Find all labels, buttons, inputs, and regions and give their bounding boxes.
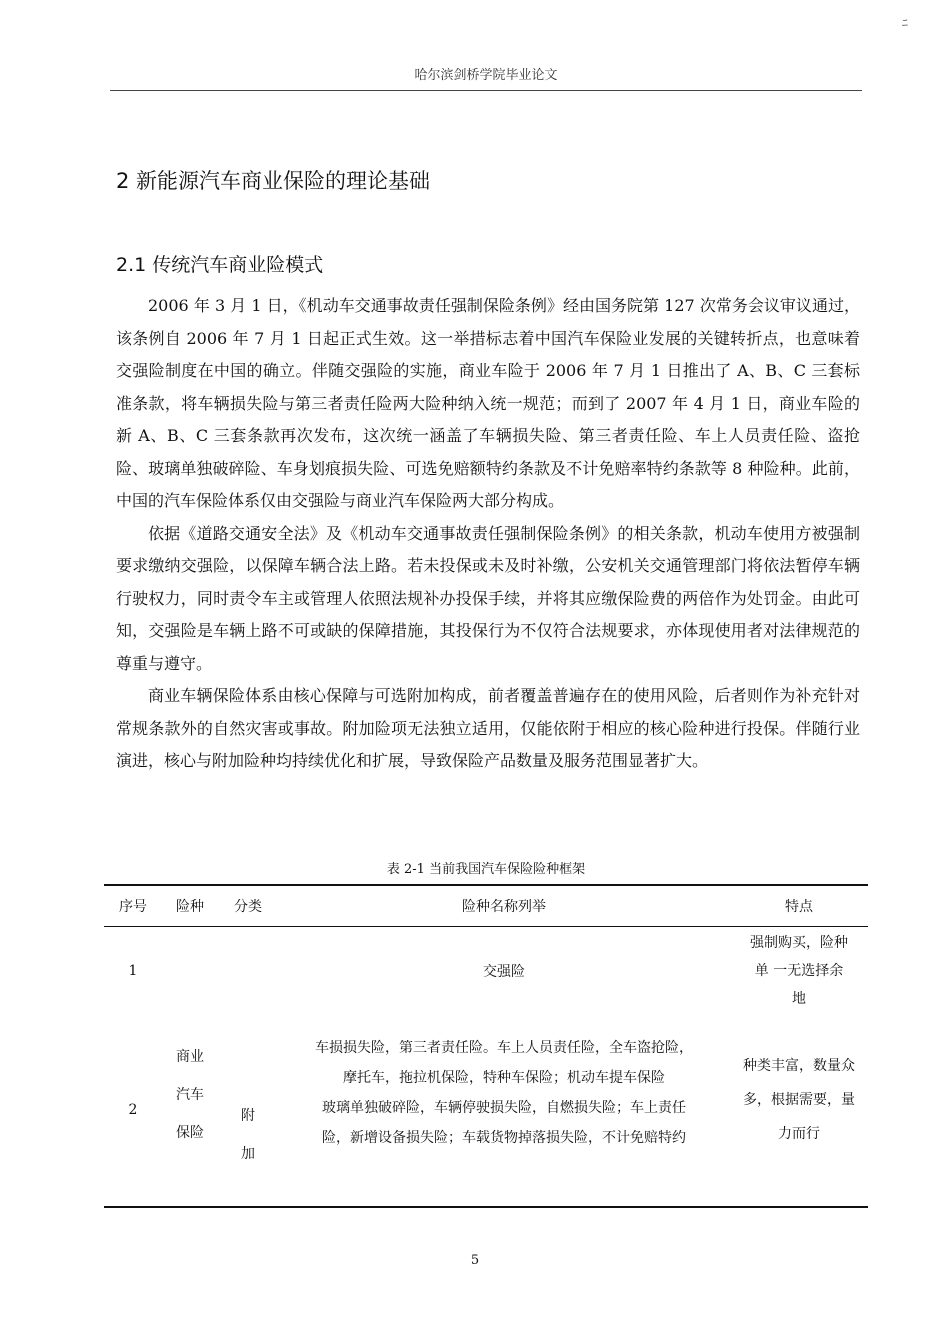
chapter-title: 2 新能源汽车商业保险的理论基础 bbox=[116, 169, 431, 193]
header-feature: 特点 bbox=[730, 885, 868, 927]
row-kind bbox=[162, 1015, 218, 1207]
row-feature bbox=[730, 927, 868, 1015]
corner-mark: ﾆ bbox=[901, 16, 908, 30]
row-feature bbox=[730, 1015, 868, 1207]
name-line: 车损损失险，第三者责任险。车上人员责任险，全车盗抢险， bbox=[315, 1040, 693, 1056]
name-line: 险，新增设备损失险；车载货物掉落损失险，不计免赔特约 bbox=[322, 1130, 686, 1146]
page-header: 哈尔滨剑桥学院毕业论文 bbox=[110, 64, 862, 91]
header-kind: 险种 bbox=[162, 885, 218, 927]
category-line: 加 bbox=[241, 1146, 255, 1162]
row-kind bbox=[162, 927, 218, 1015]
row-names bbox=[278, 1015, 730, 1207]
feature-line: 多，根据需要，量 bbox=[743, 1092, 855, 1108]
kind-line: 汽车 bbox=[176, 1087, 204, 1103]
table-row bbox=[104, 927, 868, 1015]
row-names bbox=[278, 927, 730, 1015]
row-no: 1 bbox=[128, 962, 138, 979]
paragraph: 商业车辆保险体系由核心保障与可选附加构成，前者覆盖普遍存在的使用风险，后者则作为补充针对常规条款外的自然灾害或事故。附加险项无法独立适用，仅能依附于相应的核心险种进行投保。伴随行业演进，核心与附加险种均持续优化和扩展，导致保险产品数量及服务范围显著扩大。 bbox=[116, 686, 860, 770]
feature-line: 地 bbox=[792, 990, 806, 1007]
feature-line: 强制购买，险种 bbox=[750, 934, 848, 951]
row-category bbox=[218, 927, 278, 1015]
header-names: 险种名称列举 bbox=[278, 885, 730, 927]
kind-line: 保险 bbox=[176, 1125, 204, 1141]
section-title: 2.1 传统汽车商业险模式 bbox=[116, 254, 324, 276]
feature-line: 种类丰富，数量众 bbox=[743, 1058, 855, 1074]
header-category: 分类 bbox=[218, 885, 278, 927]
paragraph: 2006 年 3 月 1 日，《机动车交通事故责任强制保险条例》经由国务院第 127 次常务会议审议通过，该条例自 2006 年 7 月 1 日起正式生效。这一举措标志着中国汽车保险业发展的关键转折点，也意味着交强险制度在中国的确立。伴随交强险的实施，商业车险于 2006 年 7 月 1 日推出了 A、B、C 三套标准条款，将车辆损失险与第三者责任险两大险种纳入统一规范；而到了 2007 年 4 月 1 日，商业车险的新 A、B、C 三套条款再次发布，这次统一涵盖了车辆损失险、第三者责任险、车上人员责任险、盗抢险、玻璃单独破碎险、车身划痕损失险、可选免赔额特约条款及不计免赔率特约条款等 8 种险种。此前，中国的汽车保险体系仅由交强险与商业汽车保险两大部分构成。 bbox=[116, 296, 860, 510]
body-text bbox=[116, 290, 860, 778]
name-line: 玻璃单独破碎险，车辆停驶损失险，自燃损失险；车上责任 bbox=[322, 1100, 686, 1116]
names-text: 交强险 bbox=[483, 963, 525, 980]
page-number: 5 bbox=[470, 1253, 480, 1268]
category-line: 附 bbox=[241, 1108, 255, 1124]
table-row bbox=[104, 1015, 868, 1207]
insurance-framework-table bbox=[104, 884, 868, 1208]
row-category bbox=[218, 1015, 278, 1207]
header-no: 序号 bbox=[104, 885, 162, 927]
kind-line: 商业 bbox=[176, 1049, 204, 1065]
feature-line: 力而行 bbox=[778, 1126, 820, 1142]
feature-line: 单 一无选择余 bbox=[754, 962, 844, 979]
row-no: 2 bbox=[128, 1102, 138, 1118]
name-line: 摩托车，拖拉机保险，特种车保险；机动车提车保险 bbox=[343, 1070, 665, 1086]
table-caption: 表 2-1 当前我国汽车保险险种框架 bbox=[386, 862, 586, 877]
table-header-row bbox=[104, 885, 868, 927]
paragraph: 依据《道路交通安全法》及《机动车交通事故责任强制保险条例》的相关条款，机动车使用方被强制要求缴纳交强险，以保障车辆合法上路。若未投保或未及时补缴，公安机关交通管理部门将依法暂停车辆行驶权力，同时责令车主或管理人依照法规补办投保手续，并将其应缴保险费的两倍作为处罚金。由此可知，交强险是车辆上路不可或缺的保障措施，其投保行为不仅符合法规要求，亦体现使用者对法律规范的尊重与遵守。 bbox=[116, 523, 860, 673]
